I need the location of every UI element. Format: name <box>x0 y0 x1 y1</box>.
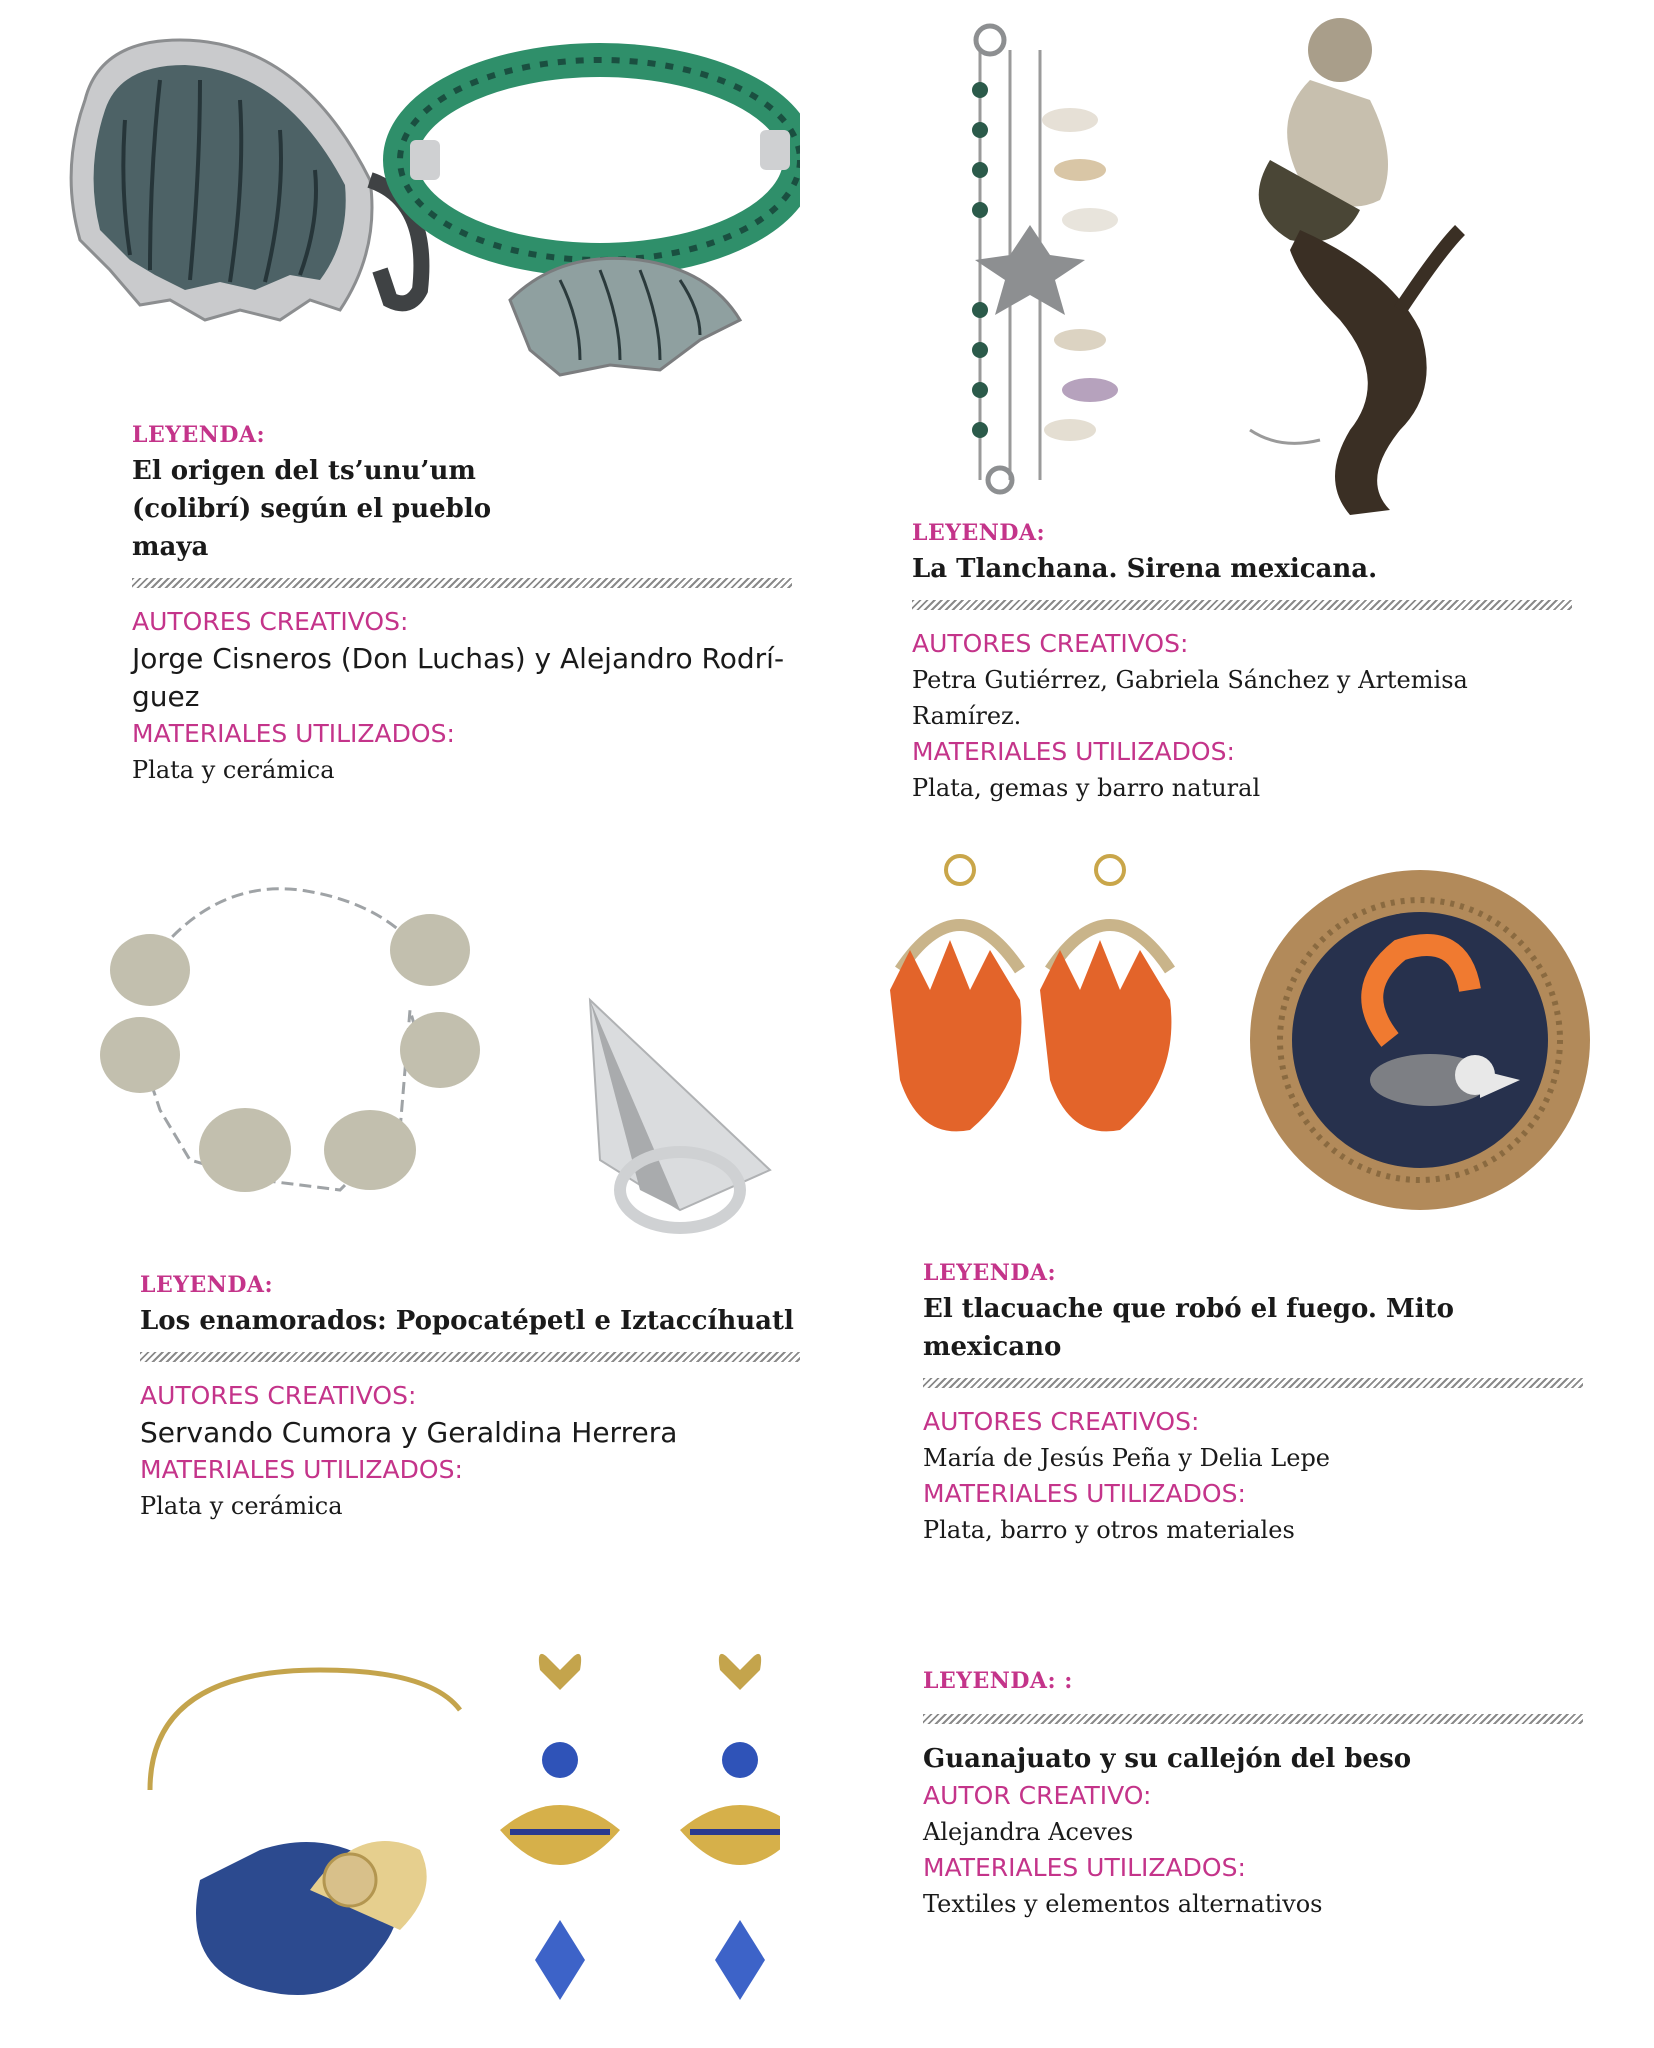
divider <box>923 1714 1583 1724</box>
gold-choker <box>150 1670 460 1995</box>
piece-title: Los enamorados: Popocatépetl e Iztaccíhuatl <box>140 1306 794 1336</box>
divider <box>132 578 792 588</box>
authors-value: María de Jesús Peña y Delia Lepe <box>923 1444 1331 1472</box>
authors-value: Alejandra Aceves <box>923 1818 1134 1846</box>
leyenda-label: LEYENDA: <box>132 422 266 448</box>
materials-label: MATERIALES UTILIZADOS: <box>912 737 1235 766</box>
leyenda-label: LEYENDA: : <box>923 1668 1073 1694</box>
authors-label: AUTORES CREATIVOS: <box>912 629 1189 658</box>
possum-plate <box>1250 870 1590 1210</box>
materials-label: MATERIALES UTILIZADOS: <box>140 1455 463 1484</box>
photo-coral-earrings-possum <box>870 840 1610 1240</box>
authors-value: Servando Cumora y Geraldina Herrera <box>140 1416 678 1449</box>
photo-choker-lips-earrings <box>140 1650 780 2040</box>
caption-tlacuache <box>923 1260 1583 1548</box>
materials-value: Plata, gemas y barro natural <box>912 774 1261 802</box>
authors-value: Petra Gutiérrez, Gabriela Sánchez y Artemisa Ramírez. <box>912 666 1468 730</box>
divider <box>912 600 1572 610</box>
coral-earrings <box>890 856 1171 1131</box>
piece-title: Guanajuato y su callejón del beso <box>923 1744 1412 1774</box>
authors-label: AUTORES CREATIVOS: <box>923 1407 1200 1436</box>
mermaid-sculpture <box>1250 18 1460 515</box>
piece-title: El tlacuache que robó el fuego. Mito mexicano <box>923 1294 1454 1362</box>
lips-earrings <box>500 1654 780 2000</box>
pearl-bracelet <box>972 26 1118 492</box>
materials-label: MATERIALES UTILIZADOS: <box>923 1853 1246 1882</box>
materials-label: MATERIALES UTILIZADOS: <box>923 1479 1246 1508</box>
materials-value: Plata y cerámica <box>140 1492 343 1520</box>
divider <box>140 1352 800 1362</box>
caption-enamorados <box>140 1272 800 1524</box>
stone-necklace <box>100 889 480 1192</box>
photo-pearl-bracelet-mermaid <box>920 10 1520 530</box>
authors-label: AUTORES CREATIVOS: <box>132 607 409 636</box>
photo-stone-necklace-ring <box>80 860 820 1240</box>
leyenda-label: LEYENDA: <box>923 1260 1057 1286</box>
caption-callejon <box>923 1668 1583 1922</box>
authors-label: AUTORES CREATIVOS: <box>140 1381 417 1410</box>
divider <box>923 1378 1583 1388</box>
piece-title: El origen del ts’unu’um (colibrí) según el pueblo maya <box>132 456 492 562</box>
caption-tlanchana <box>912 520 1572 806</box>
authors-value: Jorge Cisneros (Don Luchas) y Alejandro Rodrí-guez <box>132 642 785 713</box>
materials-value: Plata, barro y otros materiales <box>923 1516 1295 1544</box>
leyenda-label: LEYENDA: <box>912 520 1046 546</box>
materials-label: MATERIALES UTILIZADOS: <box>132 719 455 748</box>
photo-shell-bracelet-necklace <box>40 20 800 400</box>
caption-colibri <box>132 422 792 788</box>
cone-ring <box>590 1000 770 1228</box>
authors-label: AUTOR CREATIVO: <box>923 1781 1152 1810</box>
piece-title: La Tlanchana. Sirena mexicana. <box>912 554 1378 584</box>
materials-value: Plata y cerámica <box>132 756 335 784</box>
materials-value: Textiles y elementos alternativos <box>923 1890 1323 1918</box>
leyenda-label: LEYENDA: <box>140 1272 274 1298</box>
